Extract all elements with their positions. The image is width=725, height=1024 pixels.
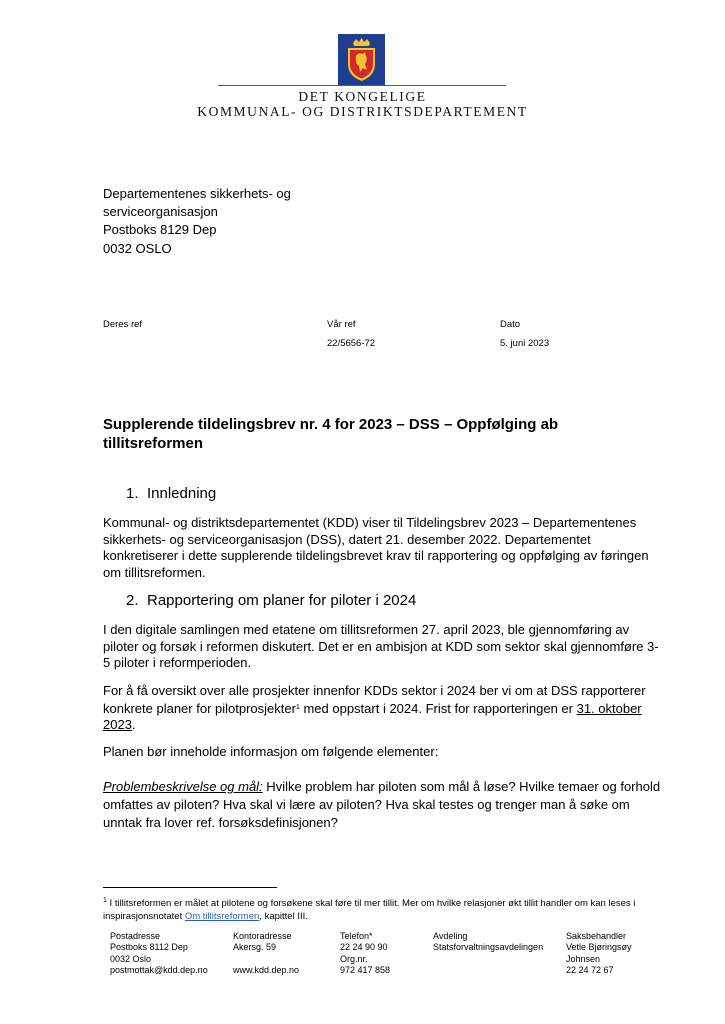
section2-paragraph3 <box>103 744 663 761</box>
paragraph-text: I den digitale samlingen med etatene om tillitsreformen 27. april 2023, ble gjennomføring av piloter og forsøk i reformen diskutert. Det er en ambisjon at KDD som sektor skal gjennomføre 3-5 piloter i reformperioden. <box>103 622 659 670</box>
department-name-line1: DET KONGELIGE <box>298 89 427 104</box>
deadline-date: 31. oktober 2023 <box>103 700 642 732</box>
period: . <box>131 717 136 732</box>
footer-value: Akersg. 59 <box>233 942 277 953</box>
address-line: serviceorganisasjon <box>103 204 218 220</box>
coat-of-arms-icon <box>338 34 385 86</box>
footer-label: Saksbehandler <box>566 931 627 941</box>
footnote-number: 1 <box>103 897 107 904</box>
section1-title: Innledning <box>147 485 217 502</box>
footer-value: Postboks 8112 Dep <box>110 942 188 953</box>
address-line: Postboks 8129 Dep <box>103 222 217 238</box>
letter-title: Supplerende tildelingsbrev nr. 4 for 2023 – DSS – Oppfølging ab tillitsreformen <box>103 416 559 452</box>
footnote-text: I tillitsreformen er målet at pilotene og forsøkene skal føre til mer tillit. Mer om hvilke relasjoner økt tillit handler om kan leses i inspirasjonsnotatet <box>103 898 636 922</box>
footnote-ref[interactable]: 1 <box>295 703 300 711</box>
paragraph-text: Hvilke problem har piloten som mål å løse? Hvilke temaer og forhold omfattes av piloten? Hva skal vi lære av piloten? Hva skal testes og trenger man å søke om unntak fra lover ref. forsøksdefinisjonen? <box>103 779 661 830</box>
section2-title: Rapportering om planer for piloter i 2024 <box>147 592 417 609</box>
footnote-text: , kapittel III. <box>259 910 308 922</box>
address-line: 0032 OSLO <box>103 240 172 256</box>
footnote <box>103 895 663 923</box>
paragraph-text: Planen bør inneholde informasjon om følgende elementer: <box>103 744 439 759</box>
address-line: Departementenes sikkerhets- og <box>103 186 291 201</box>
footer-kontoradresse <box>233 931 299 977</box>
footer-value <box>233 954 299 965</box>
footer-label: Avdeling <box>433 931 468 941</box>
section2-number: 2. <box>126 592 139 609</box>
footer-value: 972 417 858 <box>340 965 391 976</box>
footer-saksbehandler <box>566 931 632 977</box>
deres-ref-label: Deres ref <box>103 319 143 330</box>
paragraph-text: Kommunal- og distriktsdepartementet (KDD) viser til Tildelingsbrev 2023 – Departementenes sikkerhets- og serviceorganisasjon (DSS), datert 21. desember 2022. Departementet konkretiserer i dette supplerende tildelingsbrevet krav til rapportering og oppfølging av føringen om tillitsreformen. <box>103 515 649 580</box>
section1-paragraph <box>103 515 663 581</box>
footer-website[interactable]: www.kdd.dep.no <box>233 965 300 976</box>
footer-value: Johnsen <box>566 953 601 964</box>
tillitsreformen-link[interactable]: Om tillitsreformen <box>184 910 260 922</box>
footer-value: 22 24 72 67 <box>566 965 614 976</box>
paragraph-text: For å få oversikt over alle prosjekter innenfor KDDs sektor i 2024 ber vi om at DSS rapporterer konkrete planer for pilotprosjekter <box>103 683 646 716</box>
header-rule <box>218 85 506 86</box>
dato-label: Dato <box>500 319 521 330</box>
paragraph-text: med oppstart i 2024. Frist for rapporteringen er <box>299 700 577 716</box>
footer-label: Telefon* <box>340 931 373 941</box>
section2-paragraph4 <box>103 778 663 832</box>
footer-value: Statsforvaltningsavdelingen <box>433 942 544 953</box>
footer-avdeling <box>433 931 543 954</box>
footer-email[interactable]: postmottak@kdd.dep.no <box>110 965 208 976</box>
footer-value: Vetle Bjøringsøy <box>566 942 632 953</box>
footer-label: Postadresse <box>110 931 161 941</box>
section2-paragraph1 <box>103 622 663 672</box>
footer-telefon <box>340 931 390 977</box>
section1-number: 1. <box>126 485 139 502</box>
footer-value: 0032 Oslo <box>110 953 152 964</box>
footer-postadresse <box>110 931 208 977</box>
footer-value: 22 24 90 90 <box>340 942 388 953</box>
element-label: Problembeskrivelse og mål: <box>103 779 263 794</box>
recipient-address <box>103 185 291 258</box>
footer-value: Org.nr. <box>340 953 368 964</box>
section2-paragraph2 <box>103 683 663 734</box>
department-name-line2: KOMMUNAL- OG DISTRIKTSDEPARTEMENT <box>197 104 528 119</box>
dato-value: 5. juni 2023 <box>500 338 550 349</box>
footer-label: Kontoradresse <box>233 931 292 941</box>
var-ref-label: Vår ref <box>327 319 356 330</box>
var-ref-value: 22/5656-72 <box>327 338 376 349</box>
footnote-rule <box>103 887 277 888</box>
